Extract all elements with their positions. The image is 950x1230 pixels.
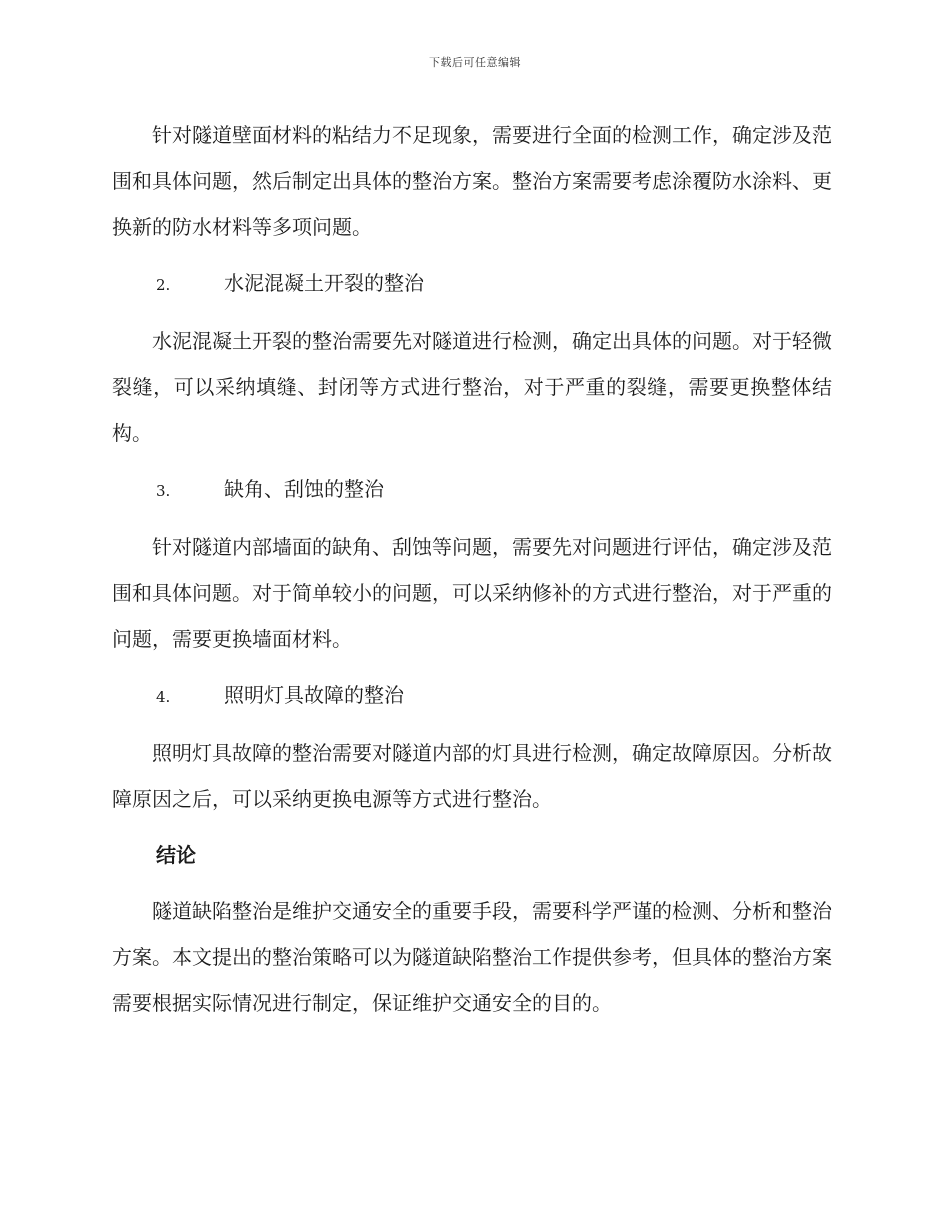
- heading-number: 4.: [156, 688, 171, 706]
- heading-concrete-cracking: [112, 260, 832, 308]
- paragraph-wall-bonding: 针对隧道壁面材料的粘结力不足现象，需要进行全面的检测工作，确定涉及范围和具体问题，然后制定出具体的整治方案。整治方案需要考虑涂覆防水涂料、更换新的防水材料等多项问题。: [112, 123, 832, 239]
- paragraph-conclusion: 隧道缺陷整治是维护交通安全的重要手段，需要科学严谨的检测、分析和整治方案。本文提出的整治策略可以为隧道缺陷整治工作提供参考，但具体的整治方案需要根据实际情况进行制定，保证维护交通安全的目的。: [112, 899, 832, 1015]
- paragraph-missing-corners: 针对隧道内部墙面的缺角、刮蚀等问题，需要先对问题进行评估，确定涉及范围和具体问题。对于简单较小的问题，可以采纳修补的方式进行整治，对于严重的问题，需要更换墙面材料。: [112, 535, 832, 651]
- heading-number: 3.: [156, 482, 171, 500]
- heading-title: 缺角、刮蚀的整治: [224, 477, 384, 501]
- heading-title: 水泥混凝土开裂的整治: [224, 271, 424, 295]
- paragraph-concrete-cracking: 水泥混凝土开裂的整治需要先对隧道进行检测，确定出具体的问题。对于轻微裂缝，可以采纳填缝、封闭等方式进行整治，对于严重的裂缝，需要更换整体结构。: [112, 329, 832, 445]
- paragraph-lighting-faults: 照明灯具故障的整治需要对隧道内部的灯具进行检测，确定故障原因。分析故障原因之后，可以采纳更换电源等方式进行整治。: [112, 741, 832, 811]
- header-note: 下载后可任意编辑: [429, 56, 521, 69]
- heading-missing-corners: [112, 466, 832, 514]
- conclusion-title: 结论: [156, 843, 196, 867]
- heading-title: 照明灯具故障的整治: [224, 683, 404, 707]
- heading-number: 2.: [156, 276, 171, 294]
- document-body: [112, 112, 832, 1036]
- heading-lighting-faults: [112, 672, 832, 720]
